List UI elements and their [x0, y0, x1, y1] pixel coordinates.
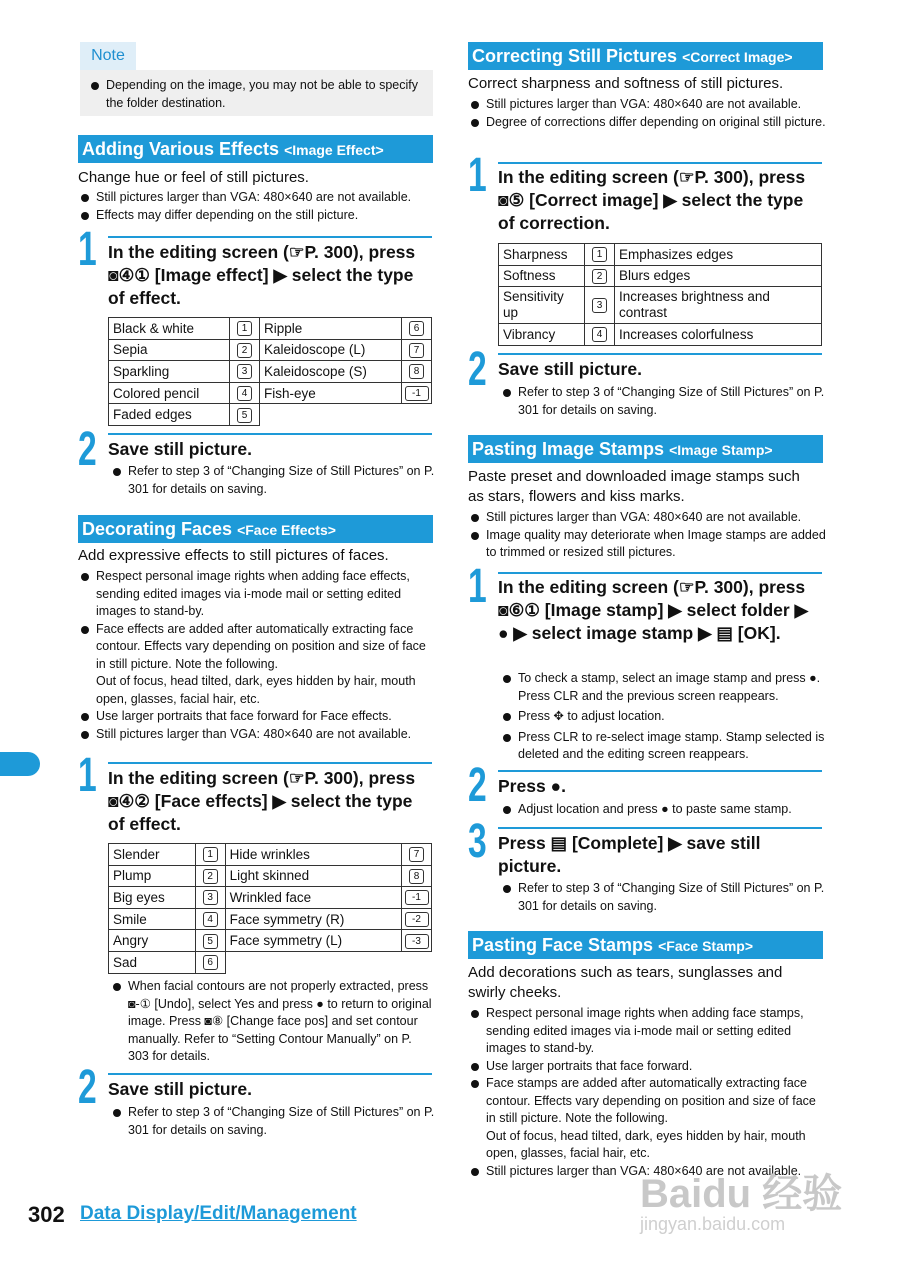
chapter-tab [0, 752, 40, 776]
section-heading-face-effects: Decorating Faces <Face Effects> [78, 515, 433, 543]
step-text: Save still picture. [498, 359, 642, 379]
step-sub: Refer to step 3 of “Changing Size of Still Pictures” on P. 301 for details on saving. [500, 880, 825, 915]
step-line [498, 572, 822, 574]
step-line [498, 770, 822, 772]
intro-face-stamp: Add decorations such as tears, sunglasses and swirly cheeks. [468, 964, 783, 1001]
bullets-correct-image: Still pictures larger than VGA: 480×640 are not available. Degree of corrections differ depending on original still picture. [468, 96, 828, 131]
section-heading-correct-image: Correcting Still Pictures <Correct Image> [468, 42, 823, 70]
step-text: In the editing screen (☞P. 300), press ◙④① [Image effect] ▶ select the type of effect. [108, 242, 416, 308]
step-number: 1 [78, 749, 97, 802]
bullets-face-stamp: Respect personal image rights when adding face stamps, sending edited images via i-mode mail or setting edited images to stand-by. Use larger portraits that face forward. Face stamps are added after automatically extracting face contour. Effects vary depending on position and size of face in still picture. Note the following. Out of focus, head tilted, dark, eyes hidden by hair, mouth open, glasses, facial hair, etc. Still pictures larger than VGA: 480×640 are not available. [468, 1005, 828, 1180]
step-number: 1 [468, 560, 487, 613]
watermark-logo: Baidu 经验 [640, 1172, 843, 1216]
step-line [108, 236, 432, 238]
chapter-title: Data Display/Edit/Management [80, 1203, 357, 1224]
note-box [80, 70, 433, 116]
step-subs: To check a stamp, select an image stamp and press ●. Press CLR and the previous screen reappears. Press ✥ to adjust location. Press CLR to re-select image stamp. Stamp selected is deleted and the editing screen reappears. [500, 670, 825, 764]
step-number: 2 [468, 759, 487, 812]
intro-face-effects: Add expressive effects to still pictures of faces. [78, 547, 389, 564]
note-text: Depending on the image, you may not be able to specify the folder destination. [88, 77, 425, 112]
step-sub: Refer to step 3 of “Changing Size of Still Pictures” on P. 301 for details on saving. [500, 384, 825, 419]
step-text: Save still picture. [108, 1079, 252, 1099]
bullets-face-effects: Respect personal image rights when adding face effects, sending edited images via i-mode mail or setting edited images to stand-by. Face effects are added after automatically extracting face contour. Effects vary depending on position and size of face in still picture. Note the following. Out of focus, head tilted, dark, eyes hidden by hair, mouth open, glasses, facial hair, etc. Use larger portraits that face forward for Face effects. Still pictures larger than VGA: 480×640 are not available. [78, 568, 436, 743]
section-heading-image-effect: Adding Various Effects <Image Effect> [78, 135, 433, 163]
bullets-image-stamp: Still pictures larger than VGA: 480×640 are not available. Image quality may deteriorate when Image stamps are added to trimmed or resized still pictures. [468, 509, 828, 562]
step-line [108, 762, 432, 764]
step-line [498, 827, 822, 829]
step-number: 3 [468, 815, 487, 868]
intro-correct-image: Correct sharpness and softness of still pictures. [468, 75, 784, 92]
step-text: In the editing screen (☞P. 300), press ◙⑥① [Image stamp] ▶ select folder ▶ ● ▶ select image stamp ▶ ▤ [OK]. [498, 577, 809, 643]
face-note: When facial contours are not properly extracted, press ◙-① [Undo], select Yes and press ● to return to original image. Press ◙⑧ [Change face pos] and set contour manually. Refer to “Setting Contour Manually” on P. 303 for details. [110, 978, 435, 1066]
step-number: 2 [78, 1061, 97, 1114]
step-number: 1 [78, 223, 97, 276]
intro-image-stamp: Paste preset and downloaded image stamps such as stars, flowers and kiss marks. [468, 468, 800, 505]
step-text: Press ▤ [Complete] ▶ save still picture. [498, 833, 761, 876]
step-text: Save still picture. [108, 439, 252, 459]
face-effects-table: Slender 1 Hide wrinkles 7 Plump 2 Light skinned 8 Big eyes 3 Wrinkled face -1 Smile 4 Face symmetry (R) -2 Angry 5 Face symmetry (L) -3 Sad 6 [108, 843, 432, 974]
step-sub: Refer to step 3 of “Changing Size of Still Pictures” on P. 301 for details on saving. [110, 1104, 435, 1139]
section-heading-face-stamp: Pasting Face Stamps <Face Stamp> [468, 931, 823, 959]
intro-image-effect: Change hue or feel of still pictures. [78, 169, 309, 186]
step-sub: Refer to step 3 of “Changing Size of Still Pictures” on P. 301 for details on saving. [110, 463, 435, 498]
bullets-image-effect: Still pictures larger than VGA: 480×640 are not available. Effects may differ depending on the still picture. [78, 189, 438, 224]
step-text: In the editing screen (☞P. 300), press ◙⑤ [Correct image] ▶ select the type of correction. [498, 167, 806, 233]
image-effect-table: Black & white 1 Ripple 6 Sepia 2 Kaleidoscope (L) 7 Sparkling 3 Kaleidoscope (S) 8 Colored pencil 4 Fish-eye -1 Faded edges 5 [108, 317, 432, 426]
step-number: 2 [468, 343, 487, 396]
step-line [108, 1073, 432, 1075]
step-line [498, 162, 822, 164]
step-number: 1 [468, 149, 487, 202]
page-number: 302 [28, 1202, 65, 1227]
step-number: 2 [78, 423, 97, 476]
note-tag: Note [80, 42, 136, 70]
step-sub: Adjust location and press ● to paste same stamp. [500, 801, 825, 819]
step-line [498, 353, 822, 355]
step-line [108, 433, 432, 435]
step-text: In the editing screen (☞P. 300), press ◙④② [Face effects] ▶ select the type of effect. [108, 768, 416, 834]
section-heading-image-stamp: Pasting Image Stamps <Image Stamp> [468, 435, 823, 463]
step-text: Press ●. [498, 776, 566, 796]
correct-image-table: Sharpness 1 Emphasizes edges Softness 2 Blurs edges Sensitivity up 3 Increases brightness and contrast Vibrancy 4 Increases colorfulness [498, 243, 822, 346]
watermark-url: jingyan.baidu.com [640, 1214, 786, 1234]
